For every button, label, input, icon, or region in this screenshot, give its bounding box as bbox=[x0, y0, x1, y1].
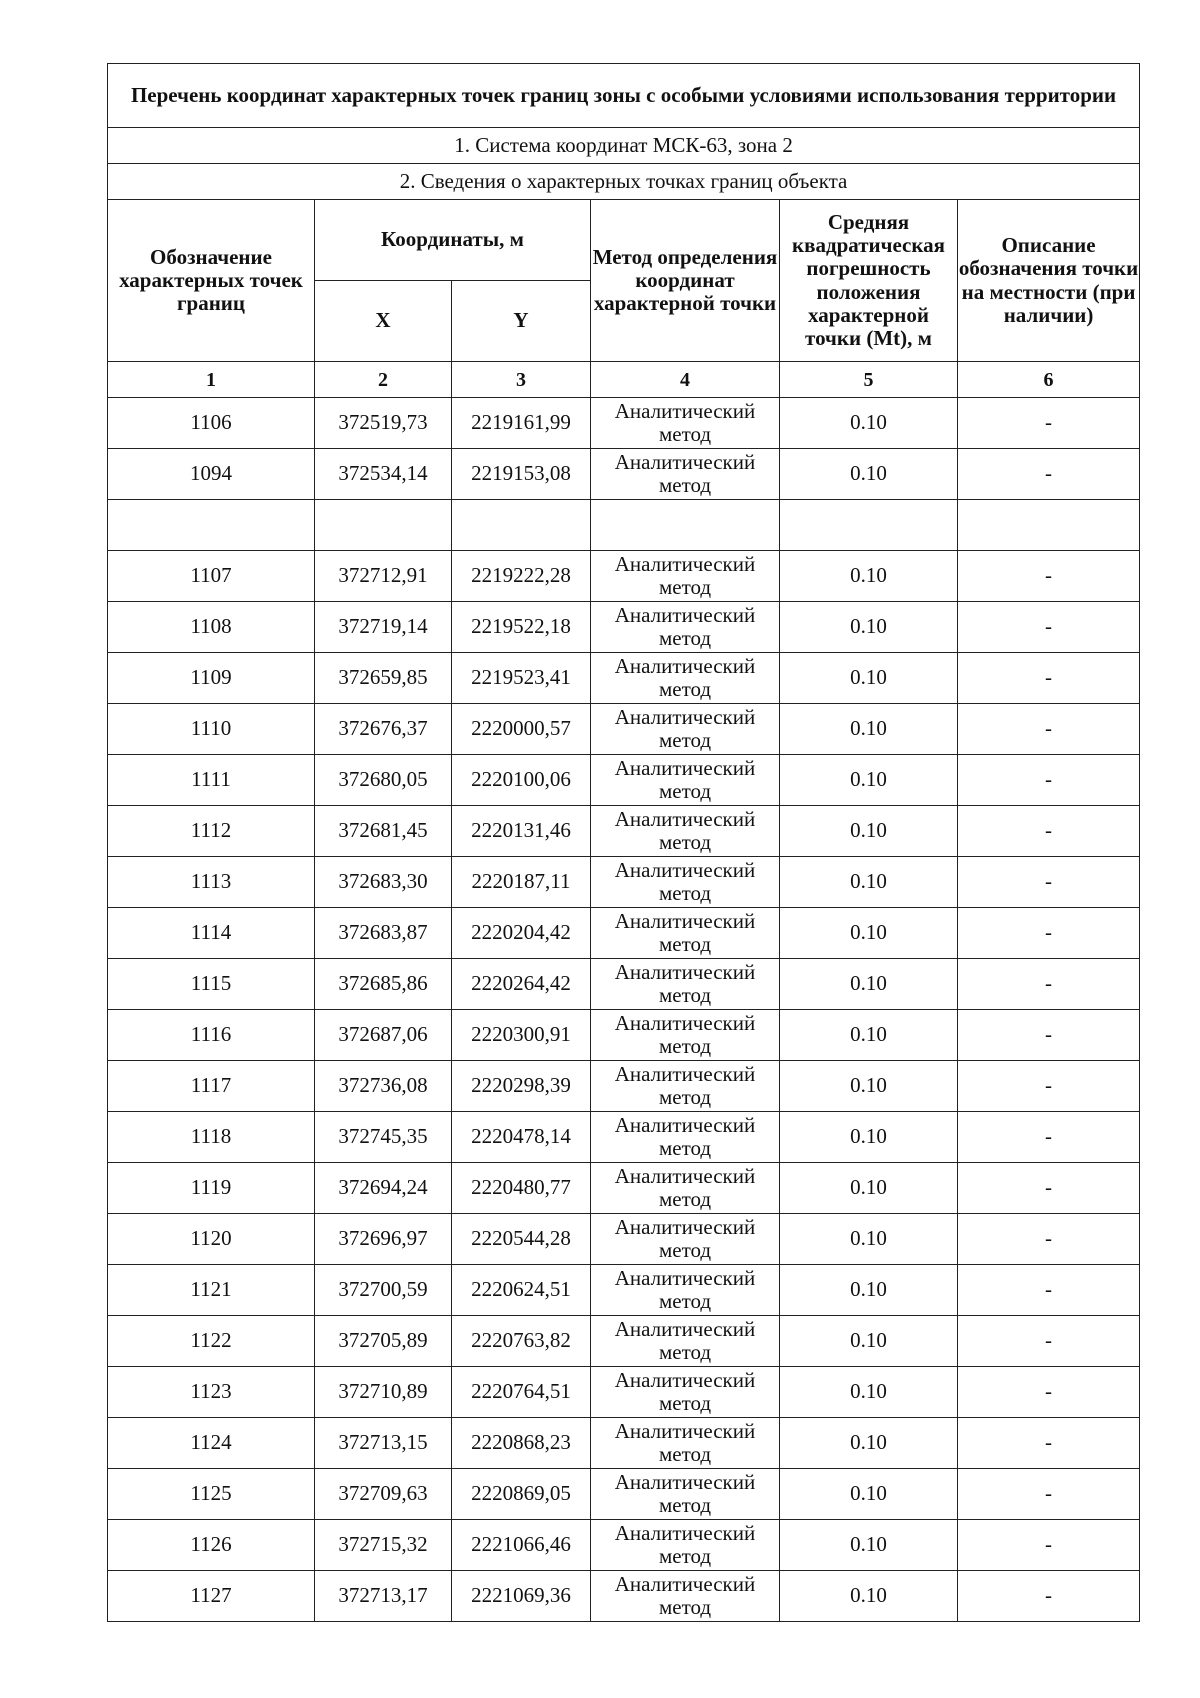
mt-error-cell: 0.10 bbox=[780, 1520, 958, 1571]
table-row bbox=[108, 1214, 1140, 1265]
header-x: X bbox=[315, 281, 452, 362]
mt-error-cell: 0.10 bbox=[780, 1571, 958, 1622]
method-cell: Аналитический метод bbox=[591, 1214, 780, 1265]
mt-error-cell: 0.10 bbox=[780, 1163, 958, 1214]
point-designation-cell: 1106 bbox=[108, 398, 315, 449]
method-cell: Аналитический метод bbox=[591, 602, 780, 653]
point-designation-cell: 1127 bbox=[108, 1571, 315, 1622]
table-row bbox=[108, 806, 1140, 857]
y-coordinate-cell: 2220131,46 bbox=[452, 806, 591, 857]
mt-error-cell: 0.10 bbox=[780, 857, 958, 908]
description-cell: - bbox=[958, 1265, 1140, 1316]
mt-error-cell: 0.10 bbox=[780, 1112, 958, 1163]
x-coordinate-cell: 372715,32 bbox=[315, 1520, 452, 1571]
description-cell: - bbox=[958, 1010, 1140, 1061]
x-coordinate-cell: 372519,73 bbox=[315, 398, 452, 449]
description-cell: - bbox=[958, 551, 1140, 602]
y-coordinate-cell: 2220480,77 bbox=[452, 1163, 591, 1214]
method-cell: Аналитический метод bbox=[591, 704, 780, 755]
description-cell: - bbox=[958, 1112, 1140, 1163]
column-numbers-row bbox=[108, 362, 1140, 398]
table-row bbox=[108, 449, 1140, 500]
y-coordinate-cell: 2220264,42 bbox=[452, 959, 591, 1010]
table-row bbox=[108, 959, 1140, 1010]
mt-error-cell: 0.10 bbox=[780, 1469, 958, 1520]
y-coordinate-cell: 2220187,11 bbox=[452, 857, 591, 908]
column-number: 4 bbox=[591, 362, 780, 398]
x-coordinate-cell: 372694,24 bbox=[315, 1163, 452, 1214]
description-cell: - bbox=[958, 1316, 1140, 1367]
x-coordinate-cell: 372700,59 bbox=[315, 1265, 452, 1316]
table-row bbox=[108, 1316, 1140, 1367]
y-coordinate-cell: 2219222,28 bbox=[452, 551, 591, 602]
y-coordinate-cell: 2220869,05 bbox=[452, 1469, 591, 1520]
mt-error-cell: 0.10 bbox=[780, 908, 958, 959]
x-coordinate-cell bbox=[315, 500, 452, 551]
table-row bbox=[108, 1367, 1140, 1418]
mt-error-cell: 0.10 bbox=[780, 1418, 958, 1469]
header-method: Метод определения координат характерной точки bbox=[591, 200, 780, 362]
table-row bbox=[108, 602, 1140, 653]
mt-error-cell: 0.10 bbox=[780, 806, 958, 857]
x-coordinate-cell: 372712,91 bbox=[315, 551, 452, 602]
point-designation-cell: 1112 bbox=[108, 806, 315, 857]
y-coordinate-cell: 2220478,14 bbox=[452, 1112, 591, 1163]
y-coordinate-cell: 2220000,57 bbox=[452, 704, 591, 755]
method-cell: Аналитический метод bbox=[591, 1163, 780, 1214]
x-coordinate-cell: 372687,06 bbox=[315, 1010, 452, 1061]
point-designation-cell: 1117 bbox=[108, 1061, 315, 1112]
mt-error-cell: 0.10 bbox=[780, 1316, 958, 1367]
mt-error-cell: 0.10 bbox=[780, 959, 958, 1010]
x-coordinate-cell: 372709,63 bbox=[315, 1469, 452, 1520]
column-number: 3 bbox=[452, 362, 591, 398]
table-row bbox=[108, 398, 1140, 449]
method-cell: Аналитический метод bbox=[591, 806, 780, 857]
mt-error-cell: 0.10 bbox=[780, 1010, 958, 1061]
y-coordinate-cell: 2220868,23 bbox=[452, 1418, 591, 1469]
mt-error-cell bbox=[780, 500, 958, 551]
method-cell: Аналитический метод bbox=[591, 857, 780, 908]
table-row bbox=[108, 755, 1140, 806]
description-cell: - bbox=[958, 1418, 1140, 1469]
mt-error-cell: 0.10 bbox=[780, 1367, 958, 1418]
point-designation-cell: 1111 bbox=[108, 755, 315, 806]
table-row bbox=[108, 704, 1140, 755]
x-coordinate-cell: 372683,30 bbox=[315, 857, 452, 908]
description-cell bbox=[958, 500, 1140, 551]
point-designation-cell: 1119 bbox=[108, 1163, 315, 1214]
method-cell: Аналитический метод bbox=[591, 398, 780, 449]
point-designation-cell: 1121 bbox=[108, 1265, 315, 1316]
point-designation-cell: 1126 bbox=[108, 1520, 315, 1571]
point-designation-cell bbox=[108, 500, 315, 551]
method-cell: Аналитический метод bbox=[591, 1265, 780, 1316]
point-designation-cell: 1124 bbox=[108, 1418, 315, 1469]
y-coordinate-cell: 2220764,51 bbox=[452, 1367, 591, 1418]
coordinate-system-line: 1. Система координат МСК-63, зона 2 bbox=[108, 128, 1140, 164]
method-cell: Аналитический метод bbox=[591, 1010, 780, 1061]
method-cell: Аналитический метод bbox=[591, 551, 780, 602]
x-coordinate-cell: 372676,37 bbox=[315, 704, 452, 755]
mt-error-cell: 0.10 bbox=[780, 704, 958, 755]
column-number: 1 bbox=[108, 362, 315, 398]
method-cell: Аналитический метод bbox=[591, 959, 780, 1010]
table-row bbox=[108, 1571, 1140, 1622]
method-cell: Аналитический метод bbox=[591, 1571, 780, 1622]
point-designation-cell: 1094 bbox=[108, 449, 315, 500]
x-coordinate-cell: 372659,85 bbox=[315, 653, 452, 704]
y-coordinate-cell: 2220300,91 bbox=[452, 1010, 591, 1061]
x-coordinate-cell: 372683,87 bbox=[315, 908, 452, 959]
method-cell: Аналитический метод bbox=[591, 755, 780, 806]
method-cell: Аналитический метод bbox=[591, 1520, 780, 1571]
method-cell: Аналитический метод bbox=[591, 653, 780, 704]
table-row bbox=[108, 653, 1140, 704]
description-cell: - bbox=[958, 1520, 1140, 1571]
header-designation: Обозначение характерных точек границ bbox=[108, 200, 315, 362]
point-designation-cell: 1115 bbox=[108, 959, 315, 1010]
y-coordinate-cell: 2220624,51 bbox=[452, 1265, 591, 1316]
section-2-heading: 2. Сведения о характерных точках границ объекта bbox=[108, 164, 1140, 200]
method-cell: Аналитический метод bbox=[591, 1469, 780, 1520]
y-coordinate-cell: 2220100,06 bbox=[452, 755, 591, 806]
description-cell: - bbox=[958, 1214, 1140, 1265]
mt-error-cell: 0.10 bbox=[780, 1214, 958, 1265]
y-coordinate-cell: 2219522,18 bbox=[452, 602, 591, 653]
x-coordinate-cell: 372680,05 bbox=[315, 755, 452, 806]
description-cell: - bbox=[958, 1367, 1140, 1418]
y-coordinate-cell: 2220204,42 bbox=[452, 908, 591, 959]
header-description: Описание обозначения точки на местности (при наличии) bbox=[958, 200, 1140, 362]
point-designation-cell: 1118 bbox=[108, 1112, 315, 1163]
column-number: 5 bbox=[780, 362, 958, 398]
coordinates-table bbox=[107, 63, 1140, 1622]
description-cell: - bbox=[958, 1163, 1140, 1214]
mt-error-cell: 0.10 bbox=[780, 1265, 958, 1316]
point-designation-cell: 1109 bbox=[108, 653, 315, 704]
mt-error-cell: 0.10 bbox=[780, 398, 958, 449]
point-designation-cell: 1107 bbox=[108, 551, 315, 602]
description-cell: - bbox=[958, 398, 1140, 449]
method-cell: Аналитический метод bbox=[591, 1112, 780, 1163]
mt-error-cell: 0.10 bbox=[780, 755, 958, 806]
table-row bbox=[108, 1010, 1140, 1061]
method-cell: Аналитический метод bbox=[591, 1418, 780, 1469]
description-cell: - bbox=[958, 704, 1140, 755]
description-cell: - bbox=[958, 755, 1140, 806]
point-designation-cell: 1114 bbox=[108, 908, 315, 959]
point-designation-cell: 1116 bbox=[108, 1010, 315, 1061]
point-designation-cell: 1120 bbox=[108, 1214, 315, 1265]
table-row bbox=[108, 1520, 1140, 1571]
y-coordinate-cell: 2220544,28 bbox=[452, 1214, 591, 1265]
description-cell: - bbox=[958, 1061, 1140, 1112]
point-designation-cell: 1123 bbox=[108, 1367, 315, 1418]
header-error: Средняя квадратическая погрешность положения характерной точки (Mt), м bbox=[780, 200, 958, 362]
table-row bbox=[108, 908, 1140, 959]
x-coordinate-cell: 372710,89 bbox=[315, 1367, 452, 1418]
method-cell: Аналитический метод bbox=[591, 1316, 780, 1367]
document-title: Перечень координат характерных точек границ зоны с особыми условиями использования территории bbox=[108, 64, 1140, 128]
column-number: 2 bbox=[315, 362, 452, 398]
description-cell: - bbox=[958, 908, 1140, 959]
mt-error-cell: 0.10 bbox=[780, 602, 958, 653]
mt-error-cell: 0.10 bbox=[780, 1061, 958, 1112]
point-designation-cell: 1113 bbox=[108, 857, 315, 908]
table-row bbox=[108, 1265, 1140, 1316]
description-cell: - bbox=[958, 1571, 1140, 1622]
description-cell: - bbox=[958, 1469, 1140, 1520]
table-row bbox=[108, 1112, 1140, 1163]
description-cell: - bbox=[958, 449, 1140, 500]
mt-error-cell: 0.10 bbox=[780, 449, 958, 500]
method-cell: Аналитический метод bbox=[591, 908, 780, 959]
y-coordinate-cell: 2220298,39 bbox=[452, 1061, 591, 1112]
x-coordinate-cell: 372745,35 bbox=[315, 1112, 452, 1163]
column-number: 6 bbox=[958, 362, 1140, 398]
method-cell: Аналитический метод bbox=[591, 1061, 780, 1112]
table-row bbox=[108, 1469, 1140, 1520]
header-y: Y bbox=[452, 281, 591, 362]
description-cell: - bbox=[958, 602, 1140, 653]
y-coordinate-cell: 2219161,99 bbox=[452, 398, 591, 449]
x-coordinate-cell: 372736,08 bbox=[315, 1061, 452, 1112]
description-cell: - bbox=[958, 857, 1140, 908]
method-cell: Аналитический метод bbox=[591, 449, 780, 500]
table-row bbox=[108, 1061, 1140, 1112]
x-coordinate-cell: 372681,45 bbox=[315, 806, 452, 857]
x-coordinate-cell: 372719,14 bbox=[315, 602, 452, 653]
table-row bbox=[108, 1163, 1140, 1214]
y-coordinate-cell bbox=[452, 500, 591, 551]
x-coordinate-cell: 372713,15 bbox=[315, 1418, 452, 1469]
table-row bbox=[108, 857, 1140, 908]
y-coordinate-cell: 2221066,46 bbox=[452, 1520, 591, 1571]
method-cell bbox=[591, 500, 780, 551]
description-cell: - bbox=[958, 959, 1140, 1010]
table-row bbox=[108, 1418, 1140, 1469]
x-coordinate-cell: 372685,86 bbox=[315, 959, 452, 1010]
header-coordinates: Координаты, м bbox=[315, 200, 591, 281]
y-coordinate-cell: 2221069,36 bbox=[452, 1571, 591, 1622]
x-coordinate-cell: 372705,89 bbox=[315, 1316, 452, 1367]
x-coordinate-cell: 372534,14 bbox=[315, 449, 452, 500]
method-cell: Аналитический метод bbox=[591, 1367, 780, 1418]
point-designation-cell: 1125 bbox=[108, 1469, 315, 1520]
point-designation-cell: 1122 bbox=[108, 1316, 315, 1367]
x-coordinate-cell: 372696,97 bbox=[315, 1214, 452, 1265]
mt-error-cell: 0.10 bbox=[780, 653, 958, 704]
x-coordinate-cell: 372713,17 bbox=[315, 1571, 452, 1622]
point-designation-cell: 1108 bbox=[108, 602, 315, 653]
y-coordinate-cell: 2219523,41 bbox=[452, 653, 591, 704]
y-coordinate-cell: 2219153,08 bbox=[452, 449, 591, 500]
point-designation-cell: 1110 bbox=[108, 704, 315, 755]
table-row bbox=[108, 551, 1140, 602]
table-row bbox=[108, 500, 1140, 551]
description-cell: - bbox=[958, 806, 1140, 857]
description-cell: - bbox=[958, 653, 1140, 704]
mt-error-cell: 0.10 bbox=[780, 551, 958, 602]
y-coordinate-cell: 2220763,82 bbox=[452, 1316, 591, 1367]
